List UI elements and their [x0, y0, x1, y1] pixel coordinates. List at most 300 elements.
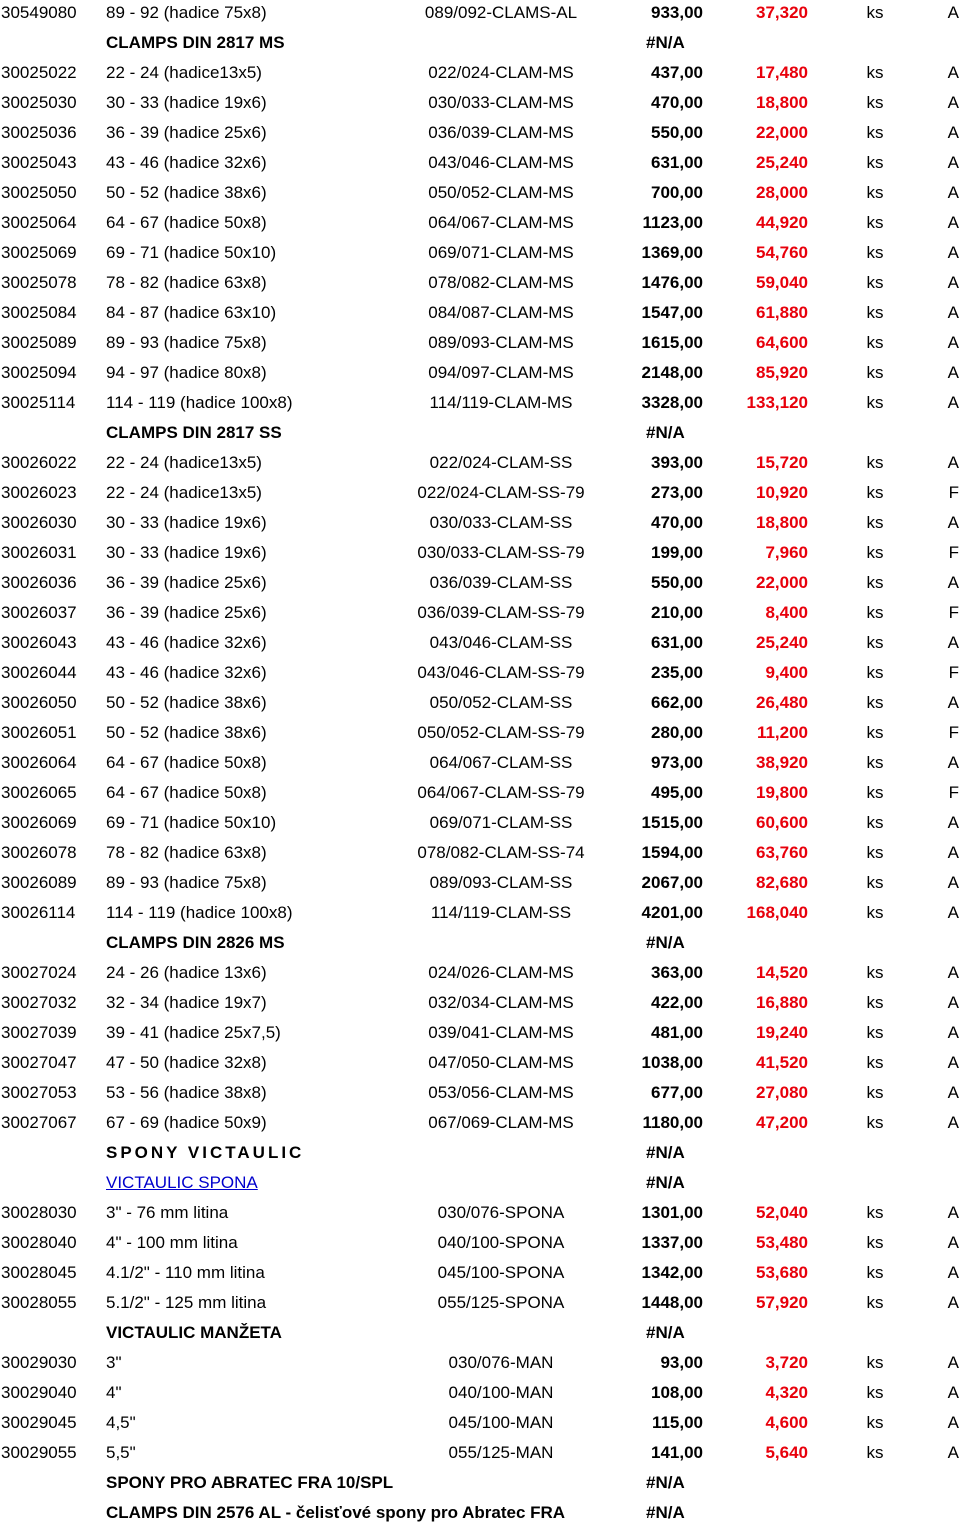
item-reference: 040/100-MAN: [448, 1383, 554, 1402]
item-code: 30029040: [1, 1383, 77, 1402]
item-price-eur: 18,800: [756, 513, 808, 532]
item-description: 39 - 41 (hadice 25x7,5): [106, 1023, 281, 1042]
item-price: 141,00: [651, 1443, 703, 1462]
item-description: 36 - 39 (hadice 25x6): [106, 603, 267, 622]
item-category: A: [947, 333, 959, 352]
item-unit: ks: [866, 1053, 884, 1072]
item-code: 30025078: [1, 273, 77, 292]
item-description: 94 - 97 (hadice 80x8): [106, 363, 267, 382]
item-price: 393,00: [651, 453, 703, 472]
item-price: 550,00: [651, 123, 703, 142]
table-row: [0, 960, 960, 990]
item-price-eur: 44,920: [756, 213, 808, 232]
item-description: 64 - 67 (hadice 50x8): [106, 753, 267, 772]
item-code: 30027067: [1, 1113, 77, 1132]
item-reference: 050/052-CLAM-SS-79: [417, 723, 585, 742]
table-row: [0, 1230, 960, 1260]
item-price: 1123,00: [642, 213, 703, 232]
item-unit: ks: [866, 963, 884, 982]
item-category: A: [947, 1023, 959, 1042]
item-code: 30027047: [1, 1053, 77, 1072]
item-price: 199,00: [651, 543, 703, 562]
item-description: 3": [106, 1353, 122, 1372]
item-code: 30029030: [1, 1353, 77, 1372]
item-code: 30026044: [1, 663, 77, 682]
item-description: 50 - 52 (hadice 38x6): [106, 183, 267, 202]
item-unit: ks: [866, 243, 884, 262]
item-category: A: [947, 273, 959, 292]
item-category: A: [947, 1443, 959, 1462]
item-description: 67 - 69 (hadice 50x9): [106, 1113, 267, 1132]
item-reference: 114/119-CLAM-MS: [429, 393, 573, 412]
item-price-eur: 53,680: [756, 1263, 808, 1282]
item-description: 43 - 46 (hadice 32x6): [106, 663, 267, 682]
section-header-row: [0, 1140, 960, 1170]
item-reference: 043/046-CLAM-SS: [429, 633, 573, 652]
item-price-eur: 8,400: [765, 603, 808, 622]
table-row: [0, 450, 960, 480]
item-description: 114 - 119 (hadice 100x8): [106, 393, 293, 412]
item-category: A: [947, 63, 959, 82]
item-price: 550,00: [651, 573, 703, 592]
table-row: [0, 1200, 960, 1230]
item-code: 30025030: [1, 93, 77, 112]
item-description: 36 - 39 (hadice 25x6): [106, 573, 267, 592]
item-category: A: [947, 1293, 959, 1312]
item-reference: 039/041-CLAM-MS: [428, 1023, 574, 1042]
table-row: [0, 1410, 960, 1440]
item-reference: 053/056-CLAM-MS: [428, 1083, 574, 1102]
item-description: 36 - 39 (hadice 25x6): [106, 123, 267, 142]
item-price: 108,00: [651, 1383, 703, 1402]
item-price: 470,00: [651, 513, 703, 532]
item-unit: ks: [866, 513, 884, 532]
item-reference: 064/067-CLAM-SS-79: [417, 783, 585, 802]
item-category: A: [947, 963, 959, 982]
item-description: 78 - 82 (hadice 63x8): [106, 273, 267, 292]
item-code: 30025043: [1, 153, 77, 172]
item-unit: ks: [866, 753, 884, 772]
item-code: 30026037: [1, 603, 77, 622]
item-description: 78 - 82 (hadice 63x8): [106, 843, 267, 862]
section-na-value: #N/A: [646, 1143, 685, 1162]
item-unit: ks: [866, 1023, 884, 1042]
section-header-row: [0, 1320, 960, 1350]
item-price-eur: 25,240: [756, 633, 808, 652]
item-code: 30025022: [1, 63, 77, 82]
item-category: F: [948, 723, 959, 742]
item-price: 631,00: [651, 633, 703, 652]
item-price: 700,00: [651, 183, 703, 202]
table-row: [0, 1050, 960, 1080]
item-category: A: [947, 3, 959, 22]
item-reference: 024/026-CLAM-MS: [428, 963, 574, 982]
item-description: 30 - 33 (hadice 19x6): [106, 93, 267, 112]
table-row: [0, 1440, 960, 1470]
item-price-eur: 19,240: [756, 1023, 808, 1042]
table-row: [0, 510, 960, 540]
item-unit: ks: [866, 1263, 884, 1282]
item-unit: ks: [866, 1083, 884, 1102]
item-category: A: [947, 1413, 959, 1432]
item-description: 64 - 67 (hadice 50x8): [106, 213, 267, 232]
table-row: [0, 360, 960, 390]
table-row: [0, 750, 960, 780]
table-row: [0, 180, 960, 210]
table-row: [0, 210, 960, 240]
item-price-eur: 9,400: [765, 663, 808, 682]
item-price-eur: 41,520: [756, 1053, 808, 1072]
item-reference: 043/046-CLAM-SS-79: [417, 663, 585, 682]
item-reference: 030/033-CLAM-SS: [429, 513, 573, 532]
item-price-eur: 59,040: [756, 273, 808, 292]
item-code: 30026050: [1, 693, 77, 712]
section-header-row: [0, 930, 960, 960]
item-reference: 047/050-CLAM-MS: [428, 1053, 574, 1072]
item-price-eur: 28,000: [756, 183, 808, 202]
item-category: A: [947, 183, 959, 202]
item-description: 89 - 93 (hadice 75x8): [106, 333, 267, 352]
item-price: 631,00: [651, 153, 703, 172]
item-unit: ks: [866, 843, 884, 862]
item-description: 47 - 50 (hadice 32x8): [106, 1053, 267, 1072]
item-unit: ks: [866, 813, 884, 832]
table-row: [0, 840, 960, 870]
item-description: 69 - 71 (hadice 50x10): [106, 243, 277, 262]
table-row: [0, 810, 960, 840]
item-price-eur: 4,320: [765, 1383, 808, 1402]
item-reference: 067/069-CLAM-MS: [428, 1113, 574, 1132]
item-category: A: [947, 213, 959, 232]
item-category: A: [947, 633, 959, 652]
item-category: F: [948, 543, 959, 562]
table-row: [0, 120, 960, 150]
item-reference: 030/033-CLAM-SS-79: [417, 543, 585, 562]
item-category: A: [947, 1083, 959, 1102]
item-code: 30026022: [1, 453, 77, 472]
item-code: 30549080: [1, 3, 77, 22]
item-reference: 064/067-CLAM-MS: [428, 213, 574, 232]
item-code: 30025050: [1, 183, 77, 202]
item-unit: ks: [866, 1233, 884, 1252]
item-price: 115,00: [651, 1413, 703, 1432]
item-price: 1594,00: [641, 843, 703, 862]
item-price-eur: 168,040: [746, 903, 808, 922]
section-header-row: [0, 1470, 960, 1500]
item-reference: 022/024-CLAM-MS: [428, 63, 574, 82]
table-row: [0, 900, 960, 930]
item-category: A: [947, 153, 959, 172]
item-unit: ks: [866, 1383, 884, 1402]
item-price-eur: 11,200: [756, 723, 808, 742]
table-row: [0, 1260, 960, 1290]
item-category: A: [947, 453, 959, 472]
item-description: 64 - 67 (hadice 50x8): [106, 783, 267, 802]
item-price-eur: 63,760: [756, 843, 808, 862]
item-unit: ks: [866, 1203, 884, 1222]
table-row: [0, 1380, 960, 1410]
item-code: 30029045: [1, 1413, 77, 1432]
item-reference: 055/125-MAN: [448, 1443, 554, 1462]
item-code: 30026089: [1, 873, 77, 892]
item-reference: 032/034-CLAM-MS: [428, 993, 574, 1012]
item-code: 30028045: [1, 1263, 77, 1282]
item-price-eur: 19,800: [756, 783, 808, 802]
item-price: 1342,00: [641, 1263, 703, 1282]
item-price: 1337,00: [641, 1233, 703, 1252]
section-title: SPONY PRO ABRATEC FRA 10/SPL: [106, 1473, 394, 1492]
item-code: 30025089: [1, 333, 77, 352]
item-price: 363,00: [651, 963, 703, 982]
item-price-eur: 18,800: [756, 93, 808, 112]
item-price: 1038,00: [641, 1053, 703, 1072]
item-category: A: [947, 1203, 959, 1222]
table-row: [0, 90, 960, 120]
item-reference: 043/046-CLAM-MS: [428, 153, 574, 172]
item-price-eur: 57,920: [756, 1293, 808, 1312]
item-unit: ks: [866, 603, 884, 622]
item-price: 273,00: [651, 483, 703, 502]
item-reference: 089/093-CLAM-SS: [429, 873, 573, 892]
item-price: 973,00: [651, 753, 703, 772]
item-category: A: [947, 573, 959, 592]
item-description: 43 - 46 (hadice 32x6): [106, 633, 267, 652]
item-reference: 030/076-SPONA: [437, 1203, 565, 1222]
section-header-row: [0, 30, 960, 60]
item-category: A: [947, 873, 959, 892]
item-unit: ks: [866, 183, 884, 202]
item-code: 30025114: [1, 393, 76, 412]
item-category: A: [947, 363, 959, 382]
item-unit: ks: [866, 993, 884, 1012]
item-code: 30025064: [1, 213, 77, 232]
item-price-eur: 27,080: [756, 1083, 808, 1102]
table-row: [0, 1290, 960, 1320]
item-code: 30026051: [1, 723, 77, 742]
item-price: 1448,00: [641, 1293, 703, 1312]
item-category: A: [947, 1053, 959, 1072]
item-unit: ks: [866, 543, 884, 562]
item-price-eur: 53,480: [756, 1233, 808, 1252]
table-row: [0, 390, 960, 420]
item-description: 89 - 92 (hadice 75x8): [106, 3, 267, 22]
item-price-eur: 60,600: [756, 813, 808, 832]
table-row: [0, 1080, 960, 1110]
item-unit: ks: [866, 153, 884, 172]
item-code: 30025036: [1, 123, 77, 142]
item-category: F: [948, 483, 959, 502]
item-description: 22 - 24 (hadice13x5): [106, 453, 262, 472]
item-price: 1180,00: [642, 1113, 703, 1132]
item-unit: ks: [866, 393, 884, 412]
item-reference: 064/067-CLAM-SS: [429, 753, 573, 772]
item-unit: ks: [866, 1353, 884, 1372]
section-link[interactable]: VICTAULIC SPONA: [106, 1173, 258, 1192]
item-reference: 069/071-CLAM-MS: [428, 243, 574, 262]
item-price: 1369,00: [641, 243, 703, 262]
item-reference: 036/039-CLAM-SS: [429, 573, 573, 592]
item-price: 662,00: [651, 693, 703, 712]
item-reference: 045/100-SPONA: [437, 1263, 565, 1282]
item-description: 50 - 52 (hadice 38x6): [106, 723, 267, 742]
item-category: A: [947, 513, 959, 532]
item-unit: ks: [866, 333, 884, 352]
item-reference: 089/092-CLAMS-AL: [424, 3, 578, 22]
item-reference: 036/039-CLAM-SS-79: [417, 603, 585, 622]
item-price-eur: 61,880: [756, 303, 808, 322]
item-price: 1615,00: [641, 333, 703, 352]
item-unit: ks: [866, 363, 884, 382]
item-price: 235,00: [651, 663, 703, 682]
item-price: 93,00: [660, 1353, 703, 1372]
item-description: 5.1/2" - 125 mm litina: [106, 1293, 267, 1312]
item-code: 30026078: [1, 843, 77, 862]
table-row: [0, 480, 960, 510]
item-price-eur: 52,040: [756, 1203, 808, 1222]
item-category: A: [947, 843, 959, 862]
item-description: 114 - 119 (hadice 100x8): [106, 903, 293, 922]
item-description: 22 - 24 (hadice13x5): [106, 63, 262, 82]
section-na-value: #N/A: [646, 1323, 685, 1342]
table-row: [0, 630, 960, 660]
item-price-eur: 7,960: [765, 543, 808, 562]
item-price-eur: 25,240: [756, 153, 808, 172]
item-category: F: [948, 603, 959, 622]
section-title: CLAMPS DIN 2576 AL - čelisťové spony pro Abratec FRA: [106, 1503, 566, 1522]
item-price: 3328,00: [641, 393, 703, 412]
item-reference: 094/097-CLAM-MS: [428, 363, 574, 382]
item-price-eur: 16,880: [756, 993, 808, 1012]
item-category: A: [947, 393, 959, 412]
item-description: 3" - 76 mm litina: [106, 1203, 229, 1222]
section-header-row: [0, 420, 960, 450]
table-row: [0, 690, 960, 720]
item-category: A: [947, 1263, 959, 1282]
item-price: 2148,00: [641, 363, 703, 382]
item-category: A: [947, 93, 959, 112]
item-category: A: [947, 303, 959, 322]
item-price-eur: 64,600: [756, 333, 808, 352]
section-na-value: #N/A: [646, 1473, 685, 1492]
table-row: [0, 600, 960, 630]
item-price-eur: 38,920: [756, 753, 808, 772]
item-reference: 022/024-CLAM-SS-79: [417, 483, 585, 502]
item-reference: 050/052-CLAM-MS: [428, 183, 574, 202]
item-price-eur: 3,720: [765, 1353, 808, 1372]
item-description: 30 - 33 (hadice 19x6): [106, 513, 267, 532]
item-description: 69 - 71 (hadice 50x10): [106, 813, 277, 832]
item-price: 4201,00: [641, 903, 703, 922]
item-code: 30026030: [1, 513, 77, 532]
item-description: 30 - 33 (hadice 19x6): [106, 543, 267, 562]
item-code: 30026031: [1, 543, 77, 562]
item-price: 470,00: [651, 93, 703, 112]
table-row: [0, 660, 960, 690]
item-unit: ks: [866, 483, 884, 502]
item-code: 30025069: [1, 243, 77, 262]
item-price-eur: 4,600: [765, 1413, 808, 1432]
item-price-eur: 17,480: [756, 63, 808, 82]
item-price: 1301,00: [641, 1203, 703, 1222]
item-price: 1547,00: [641, 303, 703, 322]
table-row: [0, 990, 960, 1020]
section-title: CLAMPS DIN 2826 MS: [106, 933, 285, 952]
item-reference: 114/119-CLAM-SS: [430, 903, 572, 922]
section-na-value: #N/A: [646, 33, 685, 52]
item-category: A: [947, 1353, 959, 1372]
item-description: 22 - 24 (hadice13x5): [106, 483, 262, 502]
table-row: [0, 780, 960, 810]
item-reference: 045/100-MAN: [448, 1413, 554, 1432]
item-price-eur: 26,480: [756, 693, 808, 712]
item-unit: ks: [866, 693, 884, 712]
item-price: 677,00: [651, 1083, 703, 1102]
item-unit: ks: [866, 1293, 884, 1312]
item-code: 30026043: [1, 633, 77, 652]
item-unit: ks: [866, 723, 884, 742]
section-title: VICTAULIC MANŽETA: [106, 1323, 282, 1342]
item-code: 30027039: [1, 1023, 77, 1042]
item-description: 32 - 34 (hadice 19x7): [106, 993, 267, 1012]
section-title: SPONY VICTAULIC: [106, 1143, 305, 1162]
item-price: 1476,00: [641, 273, 703, 292]
item-code: 30025094: [1, 363, 77, 382]
item-price: 422,00: [651, 993, 703, 1012]
item-code: 30026069: [1, 813, 77, 832]
item-reference: 069/071-CLAM-SS: [429, 813, 573, 832]
item-price: 495,00: [651, 783, 703, 802]
item-code: 30027053: [1, 1083, 77, 1102]
section-title: CLAMPS DIN 2817 SS: [106, 423, 282, 442]
item-price-eur: 133,120: [746, 393, 808, 412]
item-reference: 030/033-CLAM-MS: [428, 93, 574, 112]
item-description: 5,5": [106, 1443, 136, 1462]
item-price-eur: 22,000: [756, 573, 808, 592]
item-price-eur: 5,640: [765, 1443, 808, 1462]
item-reference: 089/093-CLAM-MS: [428, 333, 574, 352]
item-reference: 036/039-CLAM-MS: [428, 123, 574, 142]
section-na-value: #N/A: [646, 1173, 685, 1192]
item-unit: ks: [866, 903, 884, 922]
item-unit: ks: [866, 633, 884, 652]
table-row: [0, 1350, 960, 1380]
item-description: 4": [106, 1383, 122, 1402]
table-row: [0, 0, 960, 30]
item-category: A: [947, 243, 959, 262]
table-row: [0, 1110, 960, 1140]
item-unit: ks: [866, 3, 884, 22]
item-unit: ks: [866, 273, 884, 292]
item-description: 84 - 87 (hadice 63x10): [106, 303, 277, 322]
table-row: [0, 240, 960, 270]
item-price-eur: 82,680: [756, 873, 808, 892]
item-description: 4,5": [106, 1413, 136, 1432]
item-category: A: [947, 753, 959, 772]
table-row: [0, 540, 960, 570]
section-title: CLAMPS DIN 2817 MS: [106, 33, 285, 52]
item-unit: ks: [866, 573, 884, 592]
item-reference: 040/100-SPONA: [437, 1233, 565, 1252]
section-header-row: [0, 1500, 960, 1530]
item-unit: ks: [866, 873, 884, 892]
item-category: A: [947, 903, 959, 922]
item-description: 4.1/2" - 110 mm litina: [106, 1263, 265, 1282]
item-code: 30026023: [1, 483, 77, 502]
table-row: [0, 870, 960, 900]
item-code: 30026065: [1, 783, 77, 802]
section-header-row: [0, 1170, 960, 1200]
item-code: 30028040: [1, 1233, 77, 1252]
